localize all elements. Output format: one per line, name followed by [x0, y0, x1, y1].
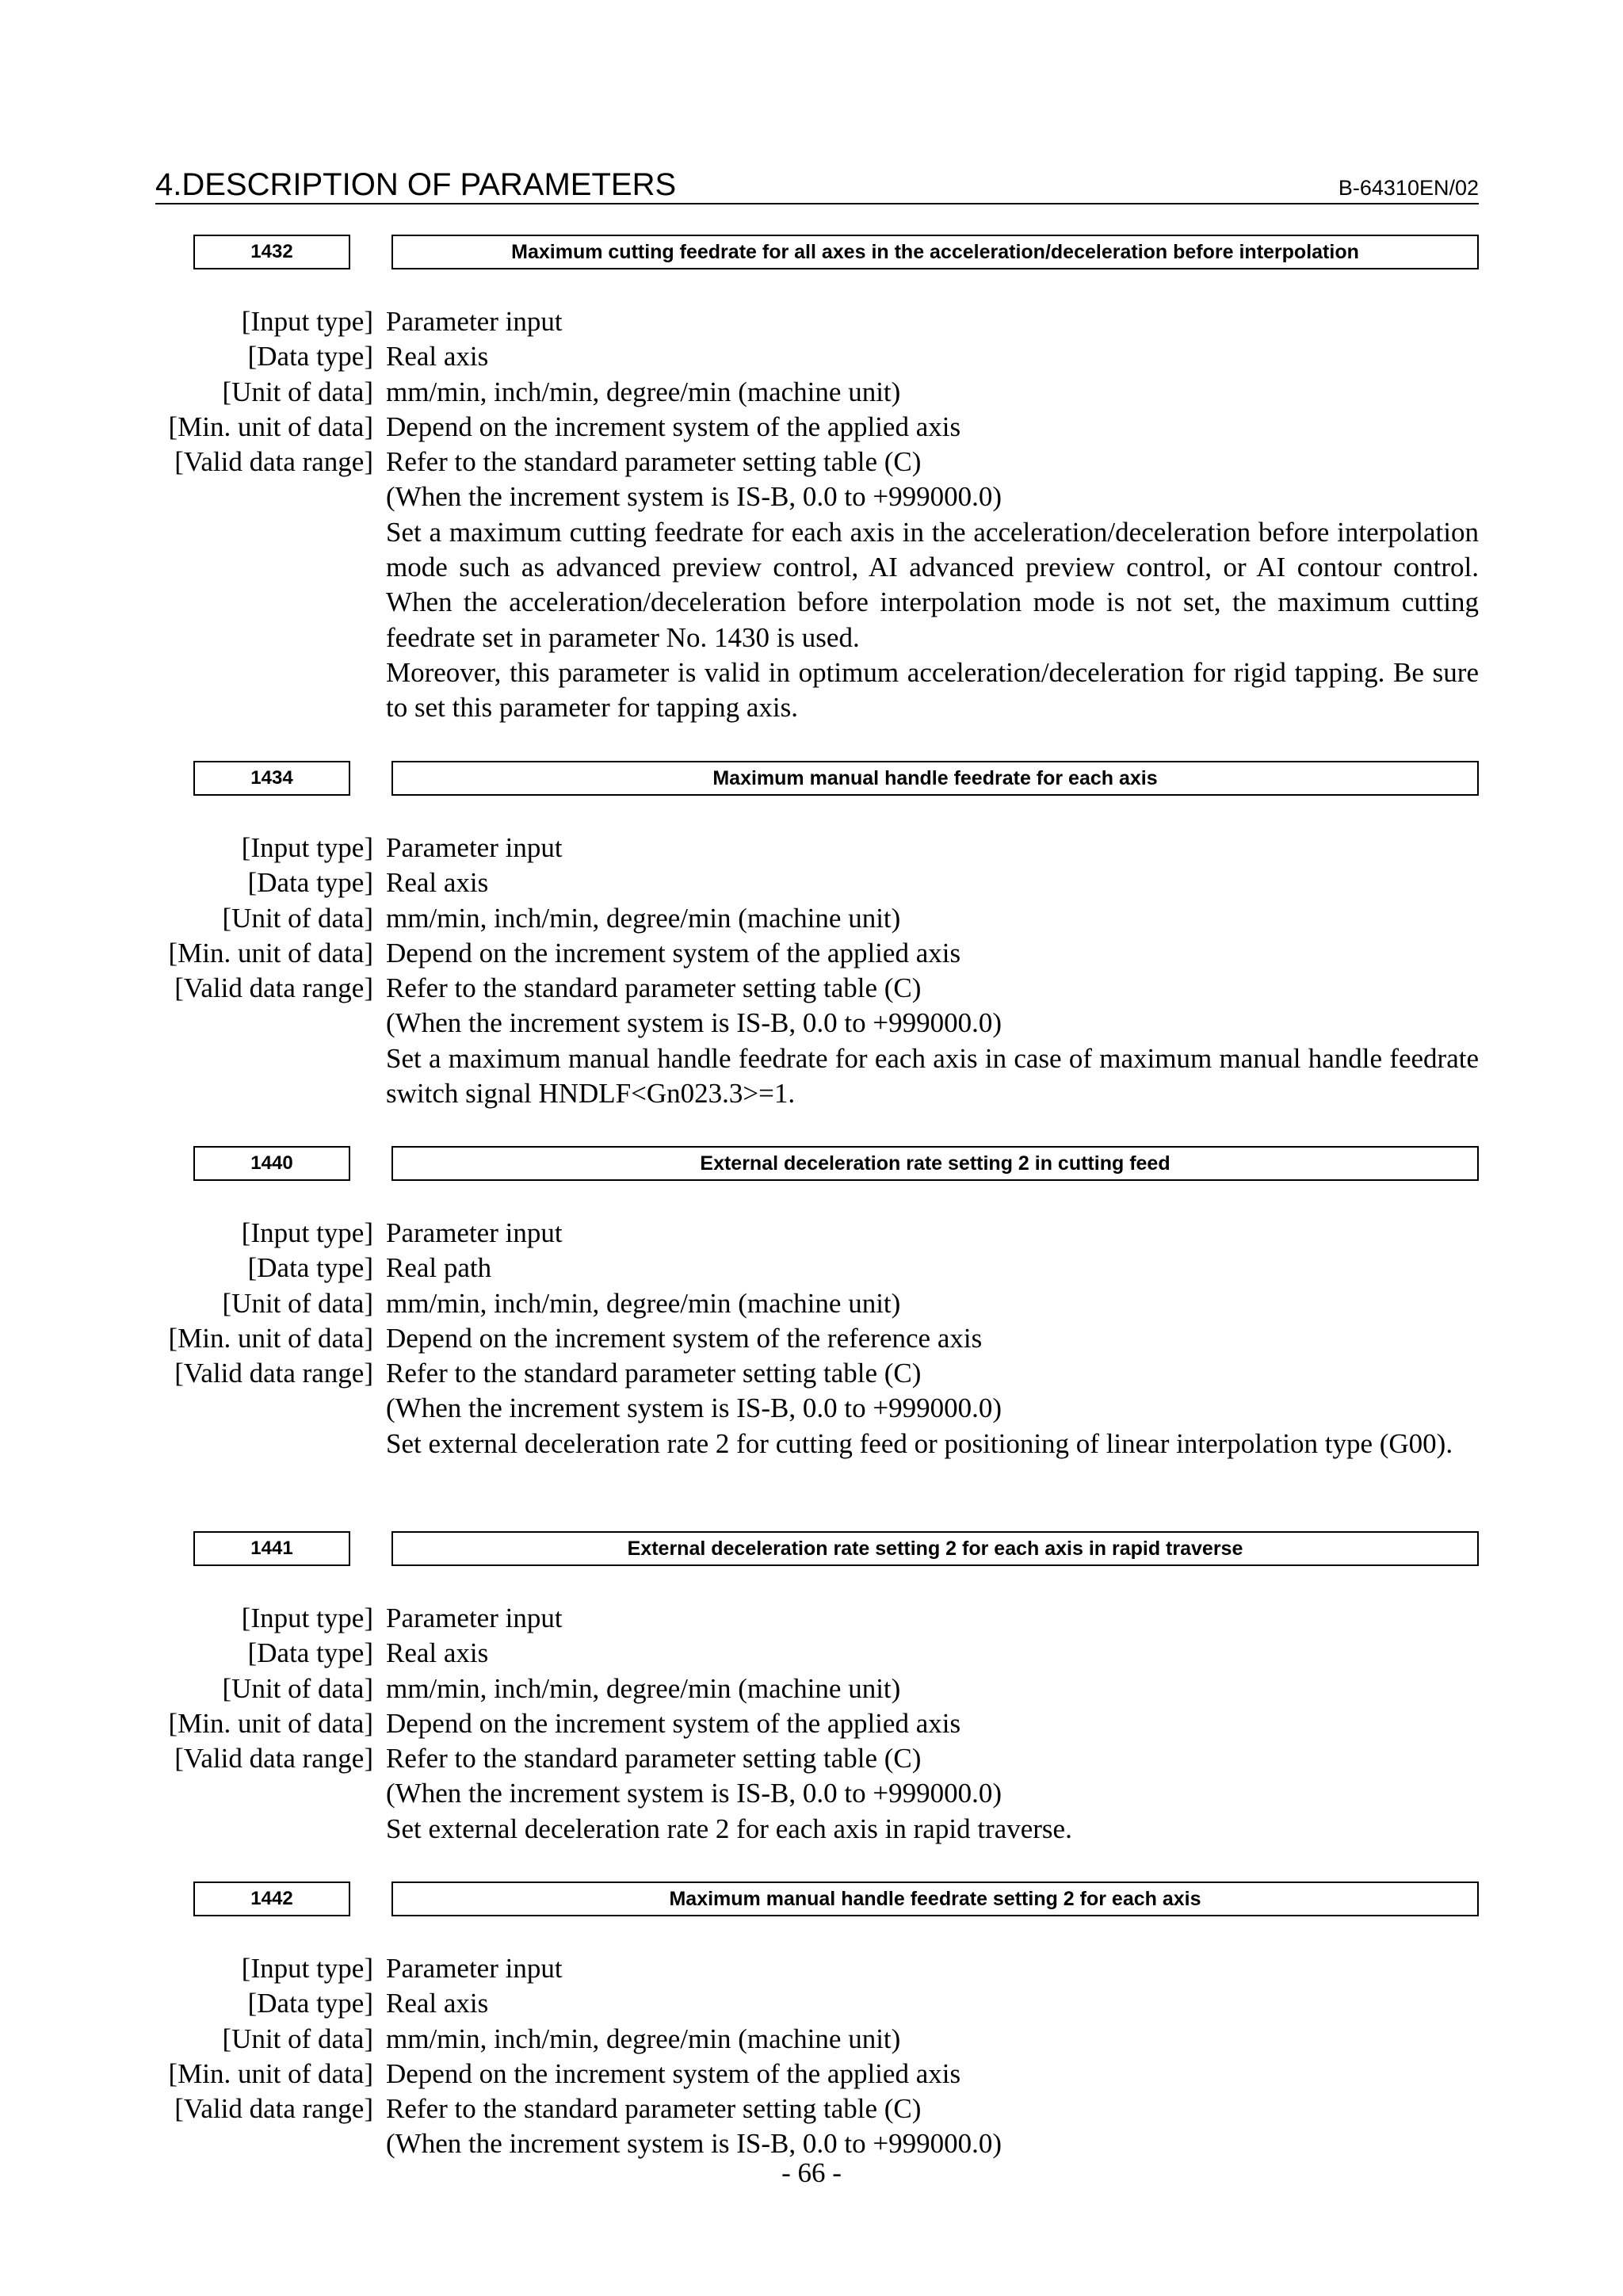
description-paragraph: Set a maximum manual handle feedrate for each axis in case of maximum manual handle feedrate switch signal HNDLF<Gn023.3>=1.: [386, 1042, 1479, 1110]
description-paragraph: Set external deceleration rate 2 for cutting feed or positioning of linear interpolation type (G00).: [386, 1427, 1453, 1459]
param-fields-1432: [155, 304, 1479, 726]
field-valid-range: [155, 971, 1479, 1006]
description-paragraph: Moreover, this parameter is valid in optimum acceleration/deceleration for rigid tapping. Be sure to set this parameter for tapping axis.: [386, 656, 1479, 724]
field-input-type: [155, 1216, 1479, 1251]
param-header-1434: [193, 761, 1479, 796]
param-number: 1440: [193, 1146, 350, 1181]
field-unit-of-data: [155, 1671, 1479, 1706]
field-min-unit: [155, 936, 1479, 971]
field-value: Depend on the increment system of the applied axis: [386, 2057, 961, 2089]
field-label: [Min. unit of data]: [168, 411, 373, 442]
param-fields-1441: [155, 1601, 1479, 1847]
field-label: [Unit of data]: [222, 902, 373, 934]
page-header: [155, 163, 1479, 204]
range-note: (When the increment system is IS-B, 0.0 to +999000.0): [386, 481, 1002, 513]
param-title: Maximum cutting feedrate for all axes in the acceleration/deceleration before interpolation: [391, 235, 1479, 269]
field-label: [Min. unit of data]: [168, 937, 373, 968]
field-label: [Data type]: [247, 1637, 373, 1669]
field-value: Depend on the increment system of the applied axis: [386, 1707, 961, 1739]
field-label: [Min. unit of data]: [168, 1707, 373, 1739]
param-title: External deceleration rate setting 2 for each axis in rapid traverse: [391, 1531, 1479, 1566]
field-label: [Unit of data]: [222, 376, 373, 407]
field-value: Parameter input: [386, 1217, 563, 1248]
field-value: Real path: [386, 1252, 492, 1284]
field-label: [Unit of data]: [222, 1287, 373, 1319]
field-value: Depend on the increment system of the applied axis: [386, 411, 961, 442]
range-note: (When the increment system is IS-B, 0.0 to +999000.0): [386, 1007, 1002, 1039]
param-header-1441: [193, 1531, 1479, 1566]
field-label: [Data type]: [247, 1988, 373, 2019]
document-number: B-64310EN/02: [1338, 176, 1479, 200]
param-title: Maximum manual handle feedrate for each axis: [391, 761, 1479, 796]
field-value: Refer to the standard parameter setting table (C): [386, 446, 922, 478]
field-min-unit: [155, 410, 1479, 445]
field-valid-range: [155, 1356, 1479, 1391]
field-label: [Valid data range]: [174, 446, 373, 478]
field-value: mm/min, inch/min, degree/min (machine unit): [386, 2023, 901, 2054]
field-value: Refer to the standard parameter setting table (C): [386, 1743, 922, 1775]
page-number: - 66 -: [781, 2157, 842, 2188]
field-value: mm/min, inch/min, degree/min (machine unit): [386, 902, 901, 934]
field-valid-range: [155, 2092, 1479, 2126]
field-input-type: [155, 1951, 1479, 1986]
field-min-unit: [155, 1706, 1479, 1741]
field-label: [Data type]: [247, 867, 373, 899]
param-title: Maximum manual handle feedrate setting 2 for each axis: [391, 1881, 1479, 1916]
field-valid-range: [155, 1741, 1479, 1776]
field-value: Real axis: [386, 867, 489, 899]
param-number: 1441: [193, 1531, 350, 1566]
field-unit-of-data: [155, 1286, 1479, 1321]
range-note: (When the increment system is IS-B, 0.0 to +999000.0): [386, 2128, 1002, 2160]
field-unit-of-data: [155, 901, 1479, 936]
field-unit-of-data: [155, 375, 1479, 410]
field-value: Refer to the standard parameter setting table (C): [386, 2093, 922, 2125]
field-data-type: [155, 1251, 1479, 1286]
field-label: [Unit of data]: [222, 2023, 373, 2054]
field-label: [Data type]: [247, 1252, 373, 1284]
field-label: [Valid data range]: [174, 1358, 373, 1389]
param-fields-1440: [155, 1216, 1479, 1461]
field-label: [Min. unit of data]: [168, 1322, 373, 1354]
field-input-type: [155, 304, 1479, 339]
description-paragraph: Set external deceleration rate 2 for each axis in rapid traverse.: [386, 1813, 1072, 1844]
param-title: External deceleration rate setting 2 in cutting feed: [391, 1146, 1479, 1181]
field-label: [Data type]: [247, 341, 373, 372]
param-number: 1434: [193, 761, 350, 796]
field-data-type: [155, 1986, 1479, 2021]
field-min-unit: [155, 1321, 1479, 1356]
field-valid-range: [155, 445, 1479, 479]
field-value: Parameter input: [386, 306, 563, 337]
param-header-1442: [193, 1881, 1479, 1916]
param-number: 1432: [193, 235, 350, 269]
field-value: Depend on the increment system of the reference axis: [386, 1322, 983, 1354]
field-value: Real axis: [386, 341, 489, 372]
field-value: Refer to the standard parameter setting table (C): [386, 972, 922, 1004]
range-note: (When the increment system is IS-B, 0.0 to +999000.0): [386, 1392, 1002, 1424]
field-input-type: [155, 1601, 1479, 1636]
param-fields-1442: [155, 1951, 1479, 2162]
field-value: Parameter input: [386, 1953, 563, 1984]
field-data-type: [155, 339, 1479, 374]
field-label: [Valid data range]: [174, 2093, 373, 2125]
field-value: Real axis: [386, 1988, 489, 2019]
field-data-type: [155, 865, 1479, 900]
param-header-1432: [193, 235, 1479, 269]
field-value: Real axis: [386, 1637, 489, 1669]
field-value: mm/min, inch/min, degree/min (machine unit): [386, 1287, 901, 1319]
field-unit-of-data: [155, 2022, 1479, 2057]
param-header-1440: [193, 1146, 1479, 1181]
param-fields-1434: [155, 831, 1479, 1111]
field-label: [Valid data range]: [174, 1743, 373, 1775]
field-label: [Unit of data]: [222, 1672, 373, 1704]
field-label: [Min. unit of data]: [168, 2057, 373, 2089]
field-value: mm/min, inch/min, degree/min (machine unit): [386, 1672, 901, 1704]
section-title: 4.DESCRIPTION OF PARAMETERS: [155, 167, 677, 202]
field-label: [Input type]: [241, 832, 373, 863]
field-label: [Input type]: [241, 1953, 373, 1984]
field-data-type: [155, 1636, 1479, 1671]
field-label: [Input type]: [241, 306, 373, 337]
field-value: mm/min, inch/min, degree/min (machine unit): [386, 376, 901, 407]
field-value: Depend on the increment system of the applied axis: [386, 937, 961, 968]
field-label: [Input type]: [241, 1603, 373, 1633]
field-value: Refer to the standard parameter setting table (C): [386, 1358, 922, 1389]
param-number: 1442: [193, 1881, 350, 1916]
field-value: Parameter input: [386, 832, 563, 863]
description-paragraph: Set a maximum cutting feedrate for each axis in the acceleration/deceleration before interpolation mode such as advanced preview control, AI advanced preview control, or AI contour control. When the acceleration/deceleration before interpolation mode is not set, the maximum cutting feedrate set in parameter No. 1430 is used.: [386, 516, 1479, 653]
field-input-type: [155, 831, 1479, 865]
field-label: [Input type]: [241, 1217, 373, 1248]
field-value: Parameter input: [386, 1603, 563, 1633]
range-note: (When the increment system is IS-B, 0.0 to +999000.0): [386, 1778, 1002, 1809]
field-label: [Valid data range]: [174, 972, 373, 1004]
field-min-unit: [155, 2057, 1479, 2092]
